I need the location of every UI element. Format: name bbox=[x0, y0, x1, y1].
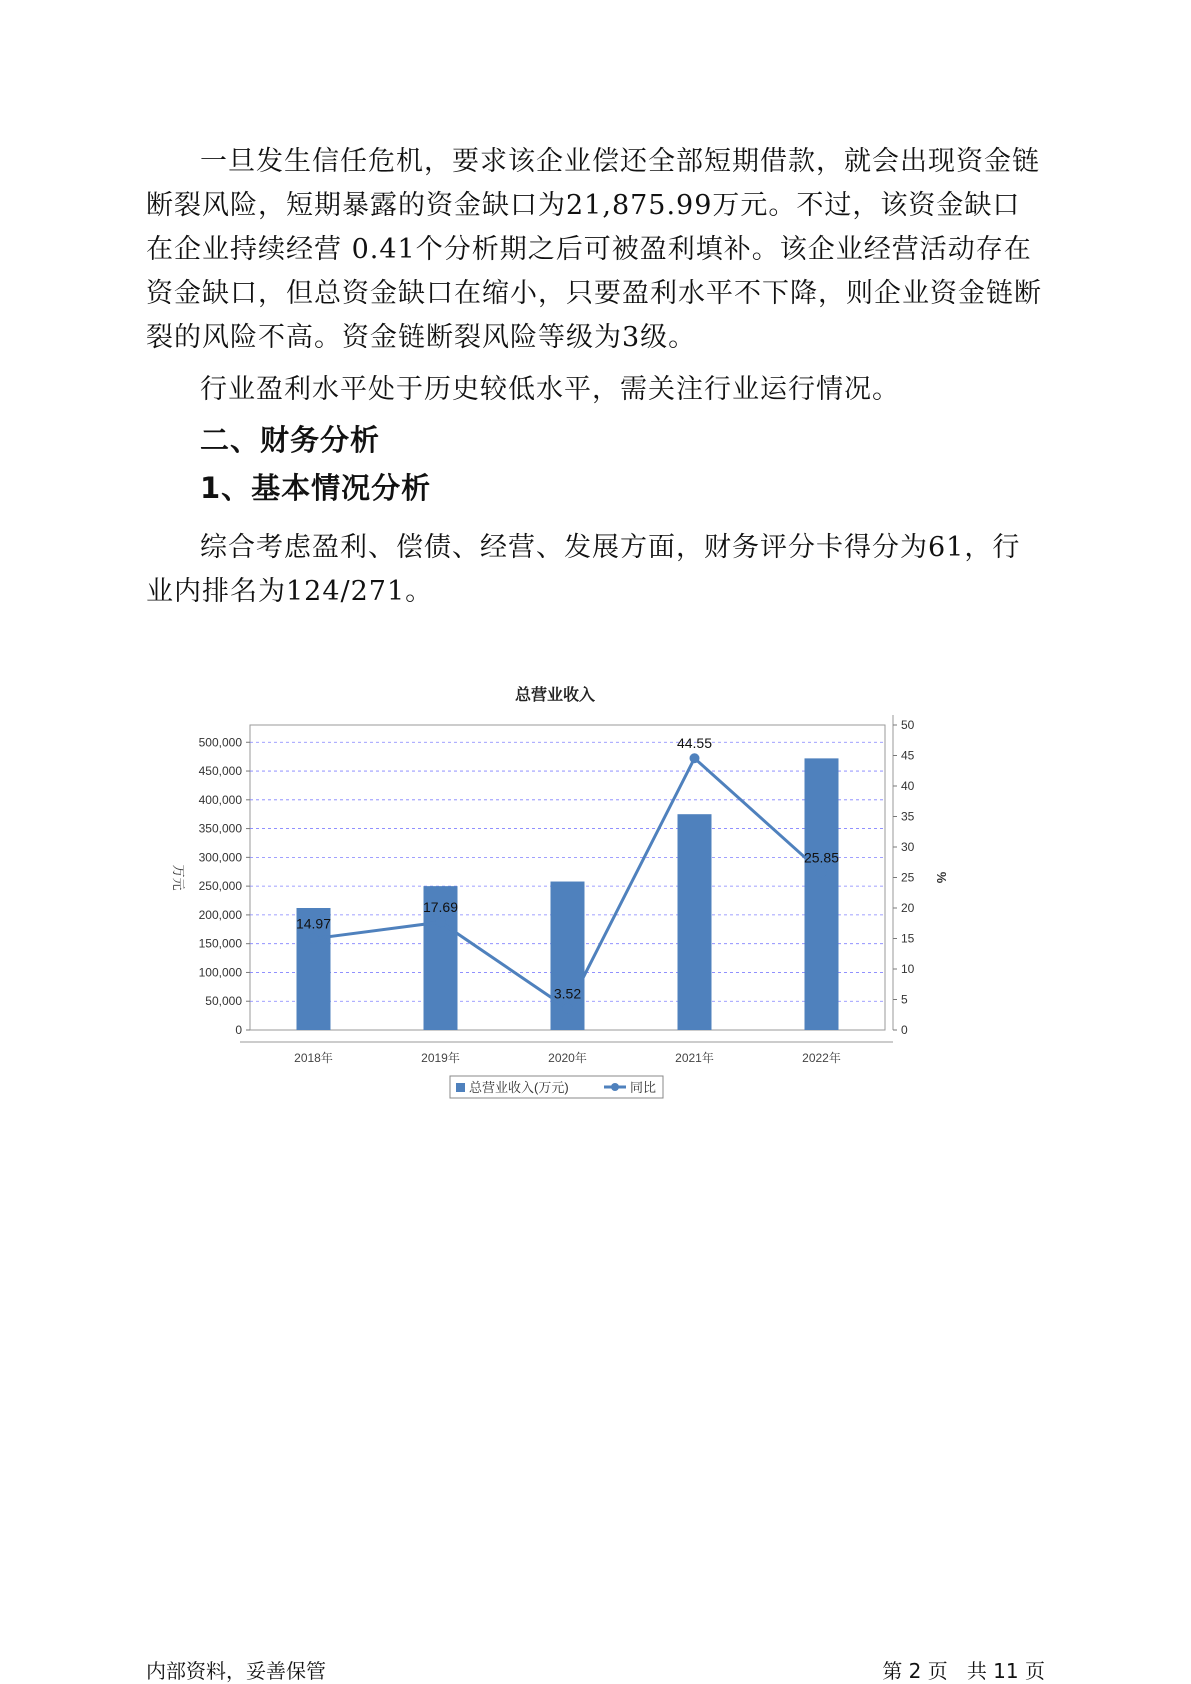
legend-line-marker bbox=[611, 1083, 619, 1091]
right-axis-tick-label: 0 bbox=[901, 1023, 908, 1037]
legend-bar-label: 总营业收入(万元) bbox=[469, 1080, 569, 1095]
footer-page-number: 第 2 页 共 11 页 bbox=[882, 1659, 1045, 1683]
footer-confidential: 内部资料，妥善保管 bbox=[146, 1659, 326, 1683]
legend-bar-swatch bbox=[456, 1083, 465, 1092]
right-axis-tick-label: 50 bbox=[901, 718, 915, 732]
yoy-point bbox=[309, 934, 319, 944]
left-axis-tick-label: 400,000 bbox=[198, 792, 242, 807]
right-axis-tick-label: 10 bbox=[901, 962, 915, 976]
yoy-point bbox=[563, 1004, 573, 1014]
left-axis-tick-label: 50,000 bbox=[205, 994, 242, 1009]
yoy-data-label: 25.85 bbox=[803, 849, 840, 866]
revenue-bar bbox=[678, 814, 712, 1030]
yoy-point bbox=[690, 753, 700, 763]
left-axis-tick-label: 200,000 bbox=[198, 907, 242, 922]
chart-title: 总营业收入 bbox=[514, 687, 596, 704]
yoy-data-label: 3.52 bbox=[553, 985, 582, 1002]
left-axis-tick-label: 0 bbox=[235, 1023, 242, 1037]
left-axis-tick-label: 500,000 bbox=[198, 735, 242, 750]
right-axis-tick-label: 25 bbox=[901, 870, 915, 885]
right-axis-tick-label: 45 bbox=[901, 748, 915, 763]
left-axis-tick-label: 350,000 bbox=[198, 821, 242, 836]
subsection-heading: 1、基本情况分析 bbox=[200, 471, 432, 505]
right-axis-tick-label: 20 bbox=[901, 901, 915, 915]
left-axis-tick-label: 100,000 bbox=[198, 965, 242, 980]
x-axis-tick-label: 2021年 bbox=[675, 1051, 714, 1065]
left-axis-tick-label: 250,000 bbox=[198, 879, 242, 894]
right-axis-tick-label: 40 bbox=[901, 779, 915, 793]
yoy-point bbox=[817, 867, 827, 877]
legend-line-label: 同比 bbox=[630, 1080, 657, 1095]
right-axis-label: % bbox=[934, 871, 949, 884]
summary-paragraph: 综合考虑盈利、偿债、经营、发展方面，财务评分卡得分为61，行业内排名为124/271。 bbox=[146, 532, 1021, 607]
right-axis-tick-label: 30 bbox=[901, 840, 915, 854]
right-axis-tick-label: 15 bbox=[901, 931, 915, 946]
x-axis-tick-label: 2022年 bbox=[802, 1051, 841, 1065]
right-axis-tick-label: 5 bbox=[901, 992, 908, 1007]
risk-paragraph: 一旦发生信任危机，要求该企业偿还全部短期借款，就会出现资金链断裂风险，短期暴露的资金缺口为21,875.99万元。不过，该资金缺口在企业持续经营 0.41个分析期之后可被盈利填补。该企业经营活动存在资金缺口，但总资金缺口在缩小，只要盈利水平不下降，则企业资金链断裂的风险不高。资金链断裂风险等级为3级。 bbox=[146, 146, 1042, 353]
industry-paragraph: 行业盈利水平处于历史较低水平，需关注行业运行情况。 bbox=[200, 374, 900, 405]
revenue-bar bbox=[805, 758, 839, 1030]
yoy-point bbox=[436, 917, 446, 927]
x-axis-tick-label: 2020年 bbox=[548, 1051, 587, 1065]
section-heading: 二、财务分析 bbox=[200, 423, 381, 457]
x-axis-tick-label: 2019年 bbox=[421, 1051, 460, 1065]
left-axis-tick-label: 300,000 bbox=[198, 850, 242, 865]
right-axis-tick-label: 35 bbox=[901, 809, 915, 824]
x-axis-tick-label: 2018年 bbox=[294, 1051, 333, 1065]
yoy-data-label: 14.97 bbox=[295, 915, 332, 932]
yoy-data-label: 17.69 bbox=[422, 899, 459, 916]
yoy-data-label: 44.55 bbox=[676, 735, 713, 752]
left-axis-label: 万元 bbox=[171, 864, 186, 891]
left-axis-tick-label: 150,000 bbox=[198, 936, 242, 951]
revenue-chart bbox=[160, 680, 1010, 1140]
left-axis-tick-label: 450,000 bbox=[198, 764, 242, 779]
